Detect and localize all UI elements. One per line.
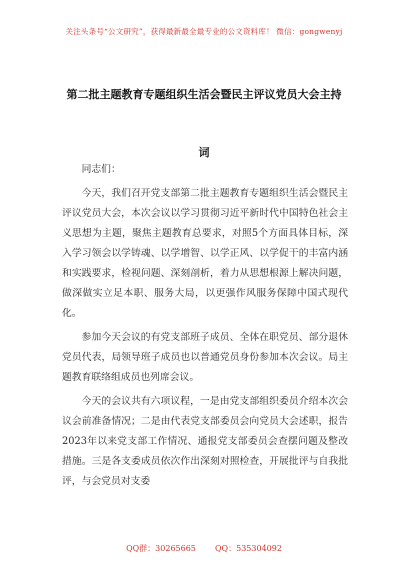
salutation: 同志们：	[81, 164, 121, 175]
document-title-line-1: 第二批主题教育专题组织生活会暨民主评议党员大会主持	[66, 88, 342, 101]
qq-group-label: QQ群：30265665	[126, 544, 196, 553]
paragraph-agenda: 今天的会议共有六项议程，一是由党支部组织委员介绍本次会议会前准备情况；二是由代表党支部委员会向党员大会述职，报告2023年以来党支部工作情况、通报党支部委员会查摆问题及整改措施。三是各支委成员依次作出深刻对照检查，开展批评与自我批评，与会党员对支委	[62, 396, 348, 487]
document-title-line-2: 词	[198, 146, 210, 159]
paragraph-attendees: 参加今天会议的有党支部班子成员、全体在职党员、部分退休党员代表，局领导班子成员也以普通党员身份参加本次会议。局主题教育联络组成员也列席会议。	[62, 332, 348, 383]
document-body	[62, 160, 348, 496]
footer-contact	[0, 543, 408, 554]
paragraph-opening: 今天，我们召开党支部第二批主题教育专题组织生活会暨民主评议党员大会，本次会议以学习贯彻习近平新时代中国特色社会主义思想为主题，聚焦主题教育总要求，对照5个方面具体目标，深入学习领会以学铸魂、以学增智、以学正风、以学促干的丰富内涵和实践要求，检视问题、深刻剖析，着力从思想根源上解决问题，做深做实立足本职、服务大局，以更强作风服务保障中国式现代化。	[62, 188, 348, 319]
qq-number-label: QQ：535304092	[215, 544, 282, 553]
header-banner: 关注头条号“公文研究”，获得最新最全最专业的公文资料库！ 微信：gongwenyj	[65, 27, 343, 36]
